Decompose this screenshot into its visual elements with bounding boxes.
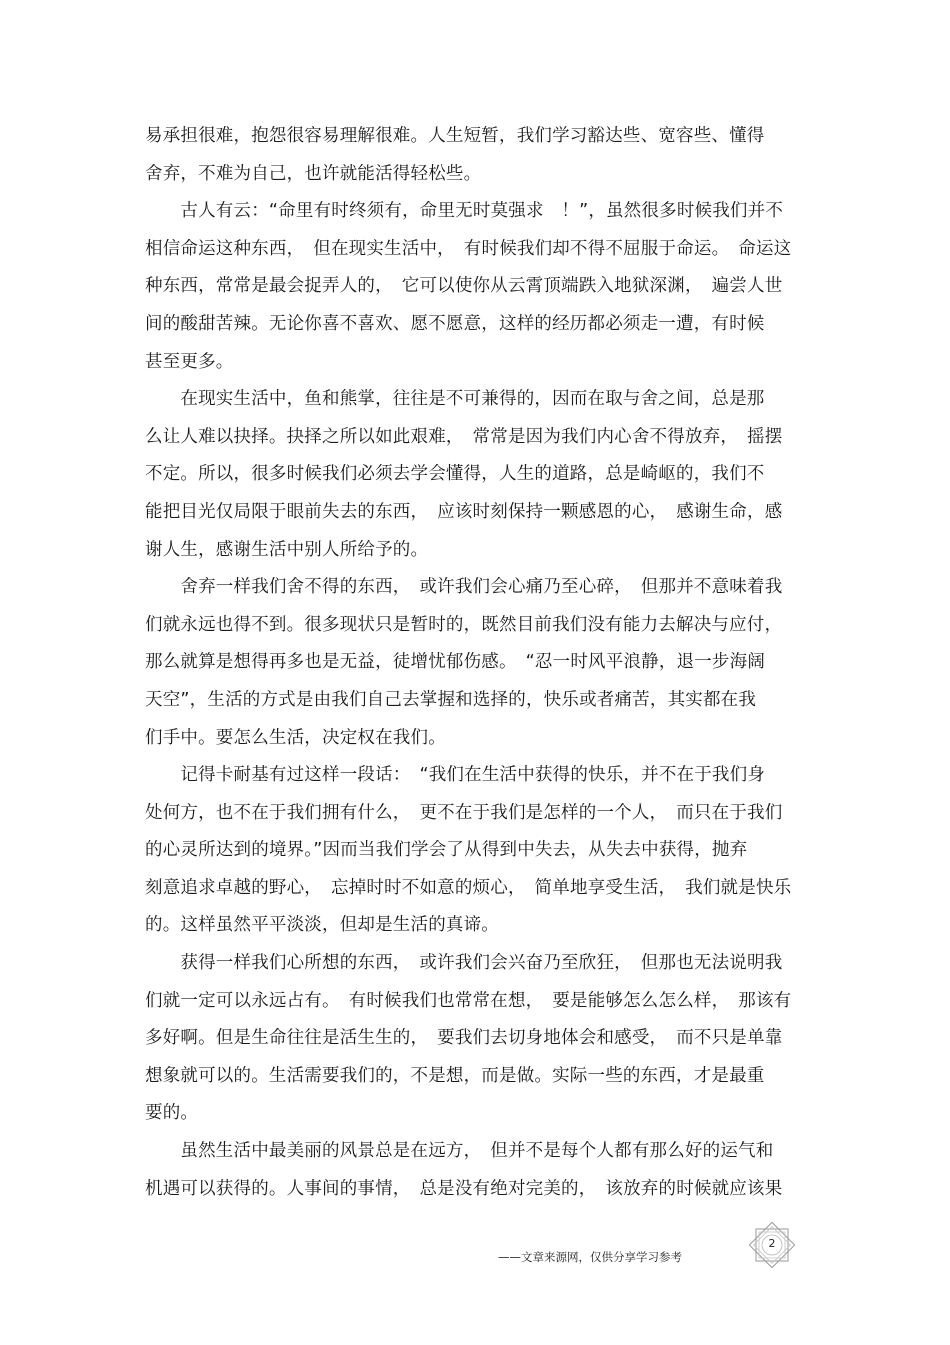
footer-source-note: ——文章来源网，仅供分享学习参考 bbox=[498, 1250, 682, 1264]
page-number: 2 bbox=[768, 1237, 776, 1250]
text-line: 多好啊。但是生命往往是活生生的， 要我们去切身地体会和感受， 而不只是单靠 bbox=[145, 1028, 783, 1049]
text-line: 们就永远也得不到。很多现状只是暂时的，既然目前我们没有能力去解决与应付， bbox=[145, 614, 783, 635]
text-line: 不定。所以，很多时候我们必须去学会懂得，人生的道路，总是崎岖的，我们不 bbox=[145, 464, 765, 485]
text-line: 种东西，常常是最会捉弄人的， 它可以使你从云霄顶端跌入地狱深渊， 遍尝人世 bbox=[145, 276, 783, 297]
text-line: 舍弃，不难为自己，也许就能活得轻松些。 bbox=[145, 163, 482, 184]
text-line: 处何方，也不在于我们拥有什么， 更不在于我们是怎样的一个人， 而只在于我们 bbox=[145, 802, 783, 823]
text-line: 甚至更多。 bbox=[145, 351, 234, 372]
text-line: 么让人难以抉择。抉择之所以如此艰难， 常常是因为我们内心舍不得放弃， 摇摆 bbox=[145, 426, 783, 447]
text-line: 能把目光仅局限于眼前失去的东西， 应该时刻保持一颗感恩的心， 感谢生命，感 bbox=[145, 501, 783, 522]
text-line: 刻意追求卓越的野心， 忘掉时时不如意的烦心， 简单地享受生活， 我们就是快乐 bbox=[145, 877, 792, 898]
text-line: 在现实生活中，鱼和熊掌，往往是不可兼得的，因而在取与舍之间，总是那 bbox=[145, 389, 765, 410]
text-line: 古人有云：“命里有时终须有，命里无时莫强求 ！”，虽然很多时候我们并不 bbox=[145, 201, 784, 222]
text-line: 们手中。要怎么生活，决定权在我们。 bbox=[145, 727, 446, 748]
text-line: 获得一样我们心所想的东西， 或许我们会兴奋乃至欣狂， 但那也无法说明我 bbox=[145, 953, 783, 974]
text-line: 间的酸甜苦辣。无论你喜不喜欢、愿不愿意，这样的经历都必须走一遭，有时候 bbox=[145, 313, 765, 334]
text-line: 相信命运这种东西， 但在现实生活中， 有时候我们却不得不屈服于命运。 命运这 bbox=[145, 238, 792, 259]
text-line: 们就一定可以永远占有。 有时候我们也常常在想， 要是能够怎么怎么样， 那该有 bbox=[145, 990, 792, 1011]
text-line: 那么就算是想得再多也是无益，徒增忧郁伤感。 “忍一时风平浪静，退一步海阔 bbox=[145, 652, 766, 673]
text-line: 谢人生，感谢生活中别人所给予的。 bbox=[145, 539, 429, 560]
text-line: 的。这样虽然平平淡淡，但却是生活的真谛。 bbox=[145, 915, 499, 936]
page-number-badge bbox=[748, 1222, 796, 1268]
text-line: 虽然生活中最美丽的风景总是在远方， 但并不是每个人都有那么好的运气和 bbox=[145, 1141, 774, 1162]
text-line: 要的。 bbox=[145, 1103, 199, 1124]
text-line: 舍弃一样我们舍不得的东西， 或许我们会心痛乃至心碎， 但那并不意味着我 bbox=[145, 577, 783, 598]
text-line: 想象就可以的。生活需要我们的，不是想，而是做。实际一些的东西，才是最重 bbox=[145, 1065, 765, 1086]
body-text bbox=[145, 118, 810, 1208]
text-line: 的心灵所达到的境界。”因而当我们学会了从得到中失去，从失去中获得，抛弃 bbox=[145, 840, 748, 861]
text-line: 机遇可以获得的。人事间的事情， 总是没有绝对完美的， 该放弃的时候就应该果 bbox=[145, 1178, 783, 1199]
text-line: 天空”，生活的方式是由我们自己去掌握和选择的，快乐或者痛苦，其实都在我 bbox=[145, 689, 757, 710]
text-line: 记得卡耐基有过这样一段话： “我们在生活中获得的快乐，并不在于我们身 bbox=[145, 765, 766, 786]
text-line: 易承担很难，抱怨很容易理解很难。人生短暂，我们学习豁达些、宽容些、懂得 bbox=[145, 126, 765, 146]
